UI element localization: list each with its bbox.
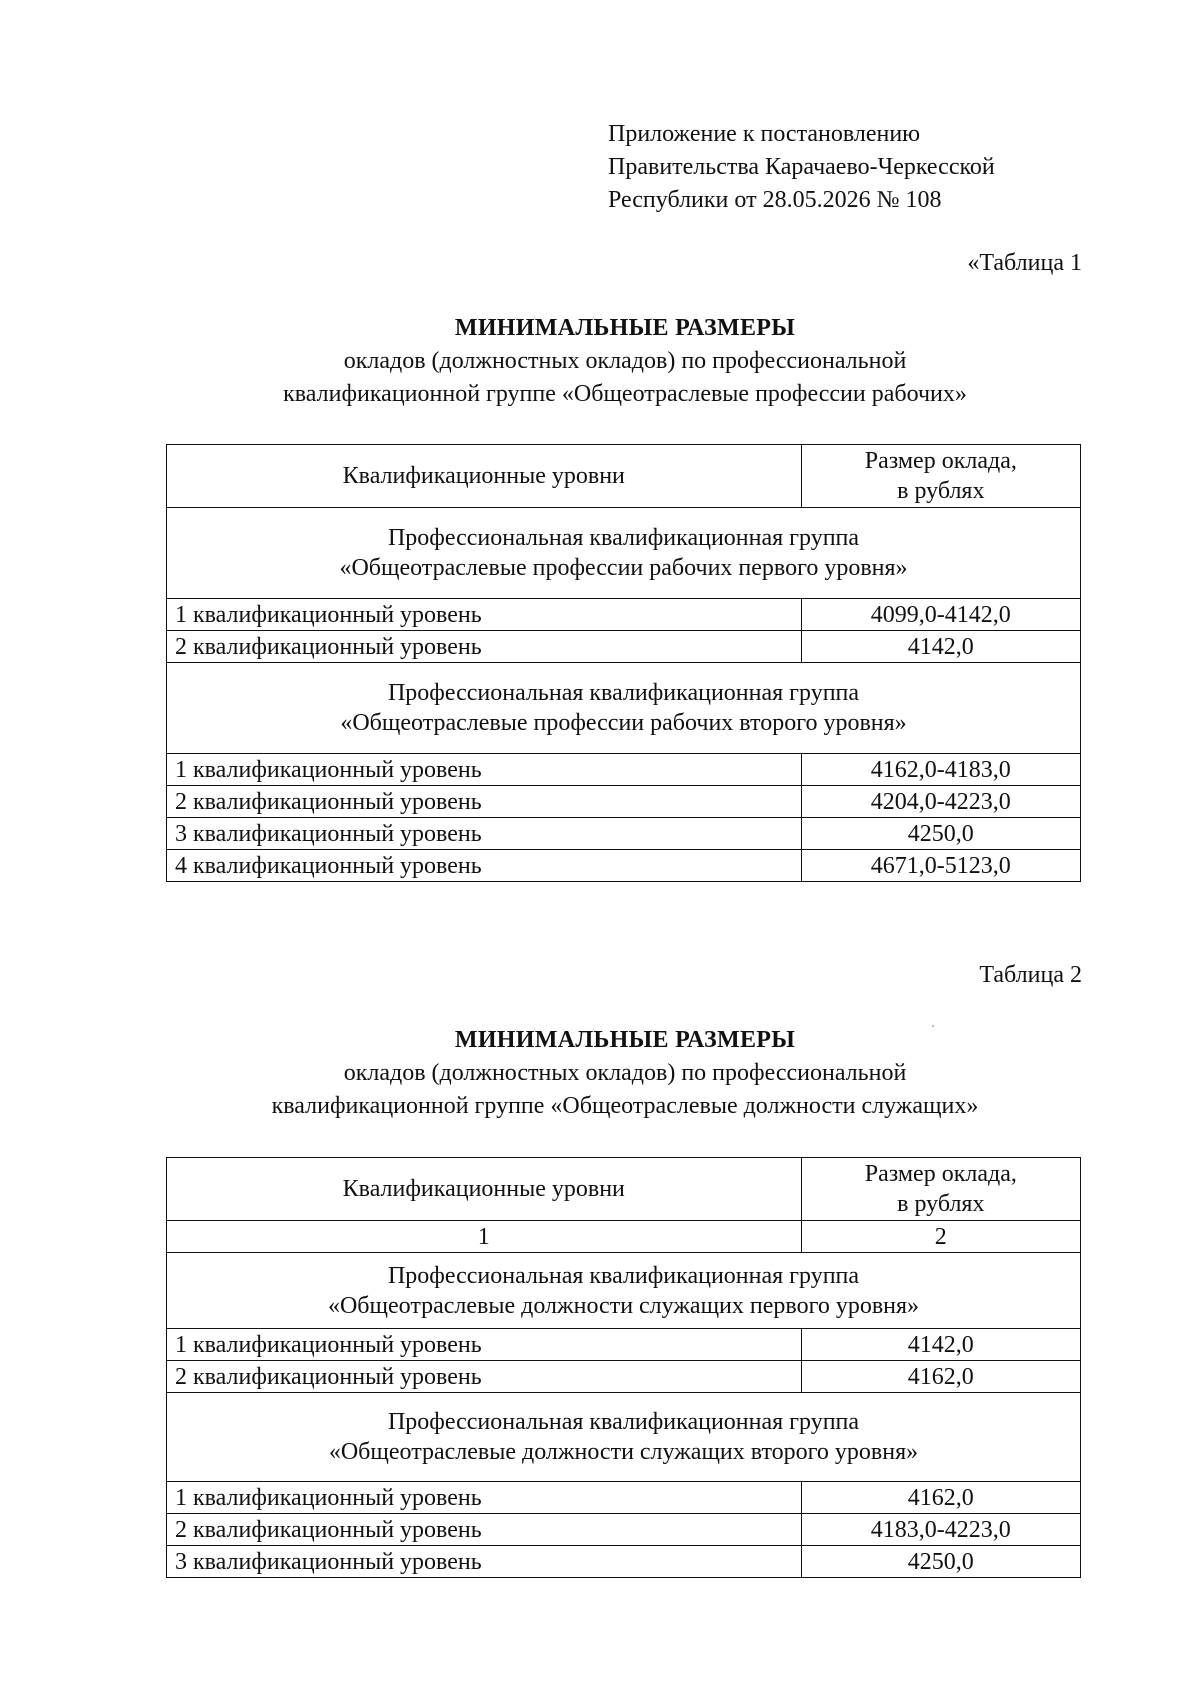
table1-group-1-line-2: «Общеотраслевые профессии рабочих первого уровня» [339, 555, 908, 581]
table-row [167, 1482, 1081, 1514]
salary-cell: 4183,0-4223,0 [801, 1514, 1080, 1546]
column-number-1: 1 [167, 1221, 802, 1253]
annex-header [608, 118, 995, 217]
salary-cell: 4162,0 [801, 1361, 1080, 1393]
annex-line-2: Правительства Карачаево-Черкесской [608, 154, 995, 180]
level-cell: 1 квалификационный уровень [167, 599, 802, 631]
table2-header-salary-line-2: в рублях [897, 1191, 985, 1217]
table1-group-1 [167, 508, 1081, 599]
table2-group-row [167, 1393, 1081, 1482]
salary-cell: 4250,0 [801, 1546, 1080, 1578]
salary-cell: 4250,0 [801, 818, 1080, 850]
level-cell: 2 квалификационный уровень [167, 631, 802, 663]
salary-cell: 4142,0 [801, 631, 1080, 663]
table1-subtitle-1: окладов (должностных окладов) по профессиональной [343, 348, 907, 374]
salary-cell: 4671,0-5123,0 [801, 850, 1080, 882]
table1-label: «Таблица 1 [967, 250, 1082, 276]
table2-subtitle-1: окладов (должностных окладов) по профессиональной [343, 1060, 907, 1086]
table-row [167, 786, 1081, 818]
level-cell: 1 квалификационный уровень [167, 1329, 802, 1361]
level-cell: 3 квалификационный уровень [167, 1546, 802, 1578]
table1-group-1-line-1: Профессиональная квалификационная группа [387, 525, 860, 551]
table-row [167, 1514, 1081, 1546]
level-cell: 2 квалификационный уровень [167, 1514, 802, 1546]
table1-heading [0, 312, 1200, 411]
table1-group-2-line-1: Профессиональная квалификационная группа [387, 680, 860, 706]
table-row [167, 754, 1081, 786]
table2-column-number-row [167, 1221, 1081, 1253]
level-cell: 2 квалификационный уровень [167, 1361, 802, 1393]
table2-label: Таблица 2 [979, 962, 1082, 988]
table-row [167, 599, 1081, 631]
table2-group-1-line-2: «Общеотраслевые должности служащих первого уровня» [327, 1292, 920, 1319]
table1-header-salary-line-1: Размер оклада, [864, 448, 1017, 474]
table1-group-row [167, 508, 1081, 599]
level-cell: 4 квалификационный уровень [167, 850, 802, 882]
level-cell: 2 квалификационный уровень [167, 786, 802, 818]
level-cell: 1 квалификационный уровень [167, 754, 802, 786]
table1-group-2-line-2: «Общеотраслевые профессии рабочих второго уровня» [340, 710, 907, 736]
table2-header-levels [167, 1158, 802, 1221]
salary-cell: 4204,0-4223,0 [801, 786, 1080, 818]
table2-header-salary [801, 1158, 1080, 1221]
table-row [167, 1329, 1081, 1361]
table1-header-levels-text: Квалификационные уровни [342, 463, 625, 489]
table2-group-2-line-2: «Общеотраслевые должности служащих второго уровня» [328, 1439, 919, 1465]
table-row [167, 818, 1081, 850]
table2-heading [0, 1024, 1200, 1123]
table1-group-row [167, 663, 1081, 754]
salary-cell: 4162,0-4183,0 [801, 754, 1080, 786]
table1-header-salary-line-2: в рублях [897, 478, 985, 504]
table2-subtitle-2: квалификационной группе «Общеотраслевые должности служащих» [271, 1093, 979, 1119]
table1-header-salary [801, 445, 1080, 508]
table2-group-1 [167, 1253, 1081, 1329]
table2-group-2-line-1: Профессиональная квалификационная группа [387, 1409, 860, 1435]
table2-header-salary-line-1: Размер оклада, [864, 1161, 1017, 1187]
table1-header-levels [167, 445, 802, 508]
table2-title: МИНИМАЛЬНЫЕ РАЗМЕРЫ [454, 1027, 796, 1053]
table1-group-2 [167, 663, 1081, 754]
table2-group-row [167, 1253, 1081, 1329]
salary-cell: 4142,0 [801, 1329, 1080, 1361]
salary-cell: 4099,0-4142,0 [801, 599, 1080, 631]
table2-group-1-line-1: Профессиональная квалификационная группа [387, 1262, 860, 1289]
table2-group-2 [167, 1393, 1081, 1482]
column-number-2: 2 [801, 1221, 1080, 1253]
salary-cell: 4162,0 [801, 1482, 1080, 1514]
table2 [166, 1157, 1081, 1578]
table-row [167, 631, 1081, 663]
table-row [167, 850, 1081, 882]
table-row [167, 1546, 1081, 1578]
table2-header-levels-text: Квалификационные уровни [342, 1176, 625, 1202]
table1-header-row [167, 445, 1081, 508]
table1 [166, 444, 1081, 882]
table2-header-row [167, 1158, 1081, 1221]
level-cell: 1 квалификационный уровень [167, 1482, 802, 1514]
table-row [167, 1361, 1081, 1393]
annex-line-3: Республики от 28.05.2026 № 108 [608, 187, 942, 213]
table1-title: МИНИМАЛЬНЫЕ РАЗМЕРЫ [454, 315, 796, 341]
table1-subtitle-2: квалификационной группе «Общеотраслевые профессии рабочих» [283, 381, 967, 407]
annex-line-1: Приложение к постановлению [608, 121, 921, 147]
level-cell: 3 квалификационный уровень [167, 818, 802, 850]
